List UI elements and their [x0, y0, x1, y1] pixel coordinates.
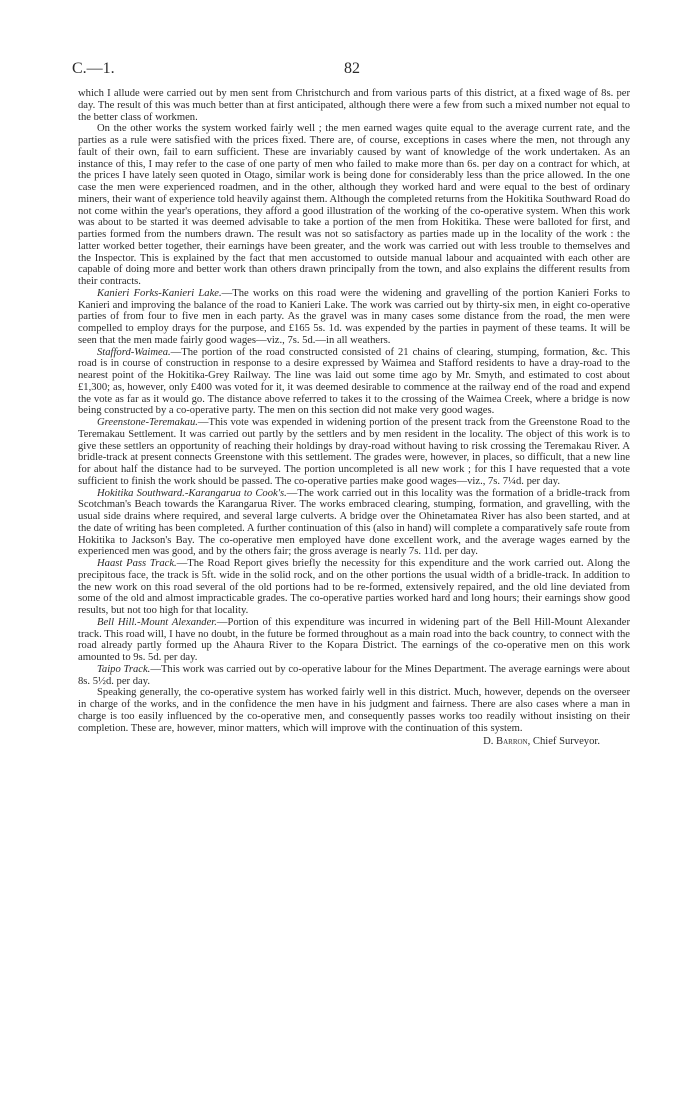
- paragraph-kanieri: Kanieri Forks-Kanieri Lake.—The works on this road were the widening and gravelling of the portion Kanieri Forks to Kanieri and improving the balance of the road to Kanieri Lake. The work was carried out by thirty-six men, in eight co-operative parties of from four to five men in each party. As the gravel was in many cases some distance from the road, the men were compelled to employ drays for the purpose, and £165 5s. 1d. was expended by the parties in payment of these teams. It will be seen that the men made fairly good wages—viz., 7s. 5d.—in all weathers.: [78, 287, 630, 346]
- section-heading: Kanieri Forks-Kanieri Lake.: [97, 287, 222, 299]
- section-heading: Hokitika Southward.-Karangarua to Cook's.: [97, 487, 287, 499]
- paragraph-hokitika-southward: Hokitika Southward.-Karangarua to Cook's.—The work carried out in this locality was the formation of a bridle-track from Scotchman's Beach towards the Karangarua River. The works embraced clearing, stumping, formation, and gravelling, with the usual side drains where required, and several large culverts. A bridge over the Ohinetamatea River has also been started, and at the date of writing has been completed. A further continuation of this (also in hand) will complete a comparatively safe route from Hokitika to Jackson's Bay. The co-operative men employed have done excellent work, and the average wages earned by the experienced men was good, and by the others fair; the gross average is nearly 7s. 11d. per day.: [78, 487, 630, 558]
- paragraph-conclusion: Speaking generally, the co-operative system has worked fairly well in this district. Much, however, depends on the overseer in charge of the works, and in the confidence the men have in his judgment and fairness. There are also cases where a man in charge is too easily influenced by the co-operative men, and consequently passes works too readily without insisting on their completion. These are, however, minor matters, which will improve with the continuation of this system.: [78, 687, 630, 734]
- document-reference: C.—1.: [72, 60, 115, 77]
- signature-surname: Barron: [496, 736, 528, 748]
- section-heading: Bell Hill.-Mount Alexander.: [97, 616, 217, 628]
- section-heading: Greenstone-Teremakau.: [97, 417, 198, 428]
- section-heading: Stafford-Waimea.: [97, 346, 171, 358]
- paragraph-greenstone: Greenstone-Teremakau.—This vote was expended in widening portion of the present track from the Greenstone Road to the Teremakau Settlement. It was carried out partly by the settlers and by men resident in the locality. The object of this work is to give these settlers an opportunity of reaching their holdings by dray-road without having to risk crossing the Teremakau River. A bridle-track at present connects Greenstone with this settlement. The grades were, however, in places, so difficult, that a new line for about half the distance had to be surveyed. The portion uncompleted is all new work ; for this I have requested that a vote sufficient to finish the work should be passed. The co-operative parties make good wages—viz., 7s. 7¼d. per day.: [78, 417, 630, 487]
- page-number: 82: [344, 60, 360, 77]
- signature: D. Barron, Chief Surveyor.: [483, 736, 600, 748]
- paragraph-continuation: which I allude were carried out by men sent from Christchurch and from various parts of this district, at a fixed wage of 8s. per day. The result of this was much better than at first anticipated, although there were a few from such a mixed number not equal to the better class of workmen.: [78, 88, 630, 123]
- paragraph-taipo: Taipo Track.—This work was carried out by co-operative labour for the Mines Department. The average earnings were about 8s. 5½d. per day.: [78, 663, 631, 687]
- section-heading: Taipo Track.: [97, 663, 151, 675]
- report-body: [78, 88, 630, 748]
- paragraph-haast-pass: Haast Pass Track.—The Road Report gives briefly the necessity for this expenditure and the work carried out. Along the precipitous face, the track is 5ft. wide in the solid rock, and on the other portions the usual width of a bridle-track. In addition to the new work on this road several of the old portions had to be re-formed, extensively repaired, and the old line deviated from some of the old and almost impracticable grades. The co-operative parties worked hard and long hours; their earnings show good results, but not too high for that locality.: [78, 558, 631, 616]
- paragraph-stafford-waimea: Stafford-Waimea.—The portion of the road constructed consisted of 21 chains of clearing, stumping, formation, &c. This road is in course of construction in response to a desire expressed by Waimea and Stafford residents to have a dray-road to the nearest point of the Hokitika-Grey Railway. The line was laid out some time ago by Mr. Smyth, and estimated to cost about £1,300; as, however, only £400 was voted for it, it was deemed desirable to commence at the railway end of the road and expend the vote as far as it would go. The distance above referred to takes it to the crossing of the Waimea Creek, where a bridge is now being constructed by a co-operative party. The men on this section did not make very good wages.: [78, 346, 630, 417]
- paragraph-bell-hill: Bell Hill.-Mount Alexander.—Portion of this expenditure was incurred in widening part of the Bell Hill-Mount Alexander track. This road will, I have no doubt, in the future be formed throughout as a main road into the back country, to connect with the road already partly formed up the Ahaura River to the Kopara District. The earnings of the co-operative men on this work amounted to 9s. 5d. per day.: [78, 616, 630, 663]
- page-header: [72, 60, 632, 80]
- section-heading: Haast Pass Track.: [97, 558, 177, 569]
- paragraph-cooperative-works: On the other works the system worked fairly well ; the men earned wages quite equal to the average current rate, and the parties as a rule were satisfied with the prices fixed. There are, of course, exceptions in cases where the men, not through any fault of their own, fail to earn sufficient. These are invariably caused by want of knowledge of the work undertaken. As an instance of this, I may refer to the case of one party of men who failed to make more than 6s. per day on a contract for which, at the prices I have lately seen quoted in Otago, similar work is being done for considerably less than the price allowed. In the one case the men were experienced roadmen, and in the other, although they worked hard and were equal to the best of ordinary miners, their want of experience told heavily against them. Although the completed returns from the Hokitika Southward Road do not come within the year's operations, they afford a good illustration of the working of the co-operative system. When this work was about to be started it was deemed advisable to take a portion of the men from Hokitika. These were balloted for first, and parties formed from the numbers drawn. The result was not so satisfactory as parties made up in the locality of the work : the latter worked better together, their earnings have been greater, and the work was carried out with less trouble to themselves and the Inspector. This is explained by the fact that men accustomed to outside manual labour and acquainted with each other are capable of doing more and better work than others drawn principally from the town, and also explains the different results from their contracts.: [78, 123, 630, 287]
